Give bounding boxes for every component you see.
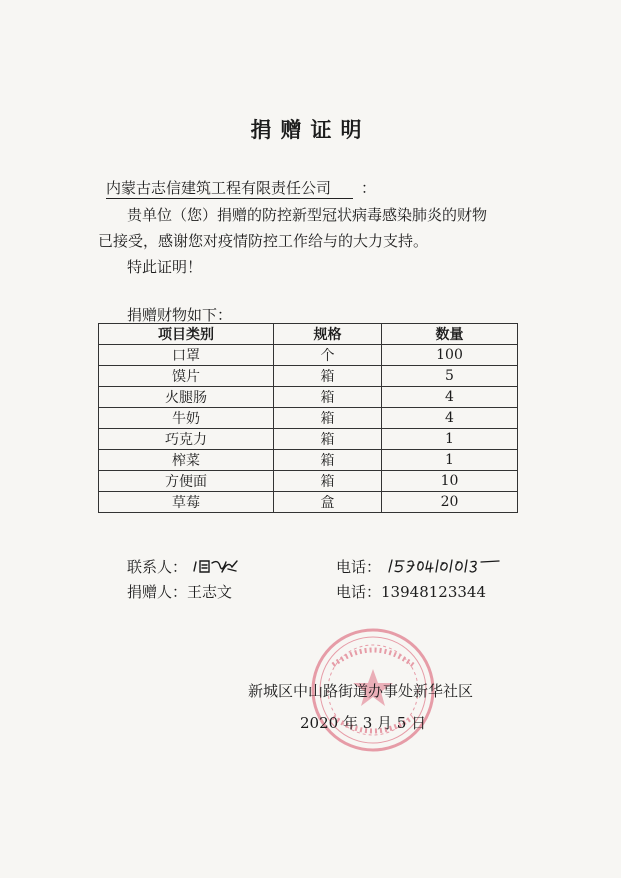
phone-number-2: 13948123344 xyxy=(381,583,486,601)
cell-category: 方便面 xyxy=(99,471,274,492)
cell-quantity: 4 xyxy=(382,408,518,429)
recipient-name: 内蒙古志信建筑工程有限责任公司 xyxy=(106,177,353,199)
phone-label-2: 电话： xyxy=(336,583,382,601)
table-row xyxy=(99,366,518,387)
recipient-colon: ： xyxy=(361,179,377,197)
contact-label: 联系人： xyxy=(127,558,188,576)
cell-category: 馍片 xyxy=(99,366,274,387)
issue-date: 2020 年 3 月 5 日 xyxy=(300,714,427,732)
cell-unit: 箱 xyxy=(274,429,382,450)
donation-table xyxy=(98,323,518,513)
phone-line-2 xyxy=(336,581,486,602)
cell-category: 巧克力 xyxy=(99,429,274,450)
donor-label: 捐赠人： xyxy=(127,583,188,601)
cell-unit: 箱 xyxy=(274,387,382,408)
cell-quantity: 5 xyxy=(382,366,518,387)
cell-quantity: 20 xyxy=(382,492,518,513)
cell-category: 牛奶 xyxy=(99,408,274,429)
cell-unit: 盒 xyxy=(274,492,382,513)
cell-quantity: 1 xyxy=(382,450,518,471)
contact-line xyxy=(127,556,240,579)
table-row xyxy=(99,471,518,492)
cell-unit: 箱 xyxy=(274,366,382,387)
table-row xyxy=(99,345,518,366)
table-row xyxy=(99,387,518,408)
page-title: 捐赠证明 xyxy=(250,118,371,142)
table-row xyxy=(99,492,518,513)
cell-unit: 箱 xyxy=(274,471,382,492)
body-line-2: 已接受，感谢您对疫情防控工作给与的大力支持。 xyxy=(98,232,429,250)
header-unit: 规格 xyxy=(274,324,382,345)
donor-line xyxy=(127,581,232,602)
cell-category: 榨菜 xyxy=(99,450,274,471)
donation-list-title: 捐赠财物如下： xyxy=(127,306,233,324)
cell-quantity: 1 xyxy=(382,429,518,450)
cell-unit: 箱 xyxy=(274,408,382,429)
cell-quantity: 100 xyxy=(382,345,518,366)
cell-quantity: 10 xyxy=(382,471,518,492)
table-row xyxy=(99,450,518,471)
cell-unit: 个 xyxy=(274,345,382,366)
body-line-3: 特此证明！ xyxy=(127,258,203,276)
handwritten-phone-icon xyxy=(386,557,504,579)
phone-label-1: 电话： xyxy=(336,558,382,576)
cell-category: 火腿肠 xyxy=(99,387,274,408)
recipient-line xyxy=(106,177,376,199)
handwritten-signature-icon xyxy=(192,557,240,579)
table-row xyxy=(99,408,518,429)
body-line-1: 贵单位（您）捐赠的防控新型冠状病毒感染肺炎的财物 xyxy=(127,206,488,224)
cell-category: 草莓 xyxy=(99,492,274,513)
header-category: 项目类别 xyxy=(99,324,274,345)
cell-category: 口罩 xyxy=(99,345,274,366)
table-header-row xyxy=(99,324,518,345)
donor-name: 王志文 xyxy=(187,583,233,601)
cell-unit: 箱 xyxy=(274,450,382,471)
table-row xyxy=(99,429,518,450)
header-quantity: 数量 xyxy=(382,324,518,345)
organization-name: 新城区中山路街道办事处新华社区 xyxy=(248,682,474,700)
cell-quantity: 4 xyxy=(382,387,518,408)
phone-line-1 xyxy=(336,556,504,579)
